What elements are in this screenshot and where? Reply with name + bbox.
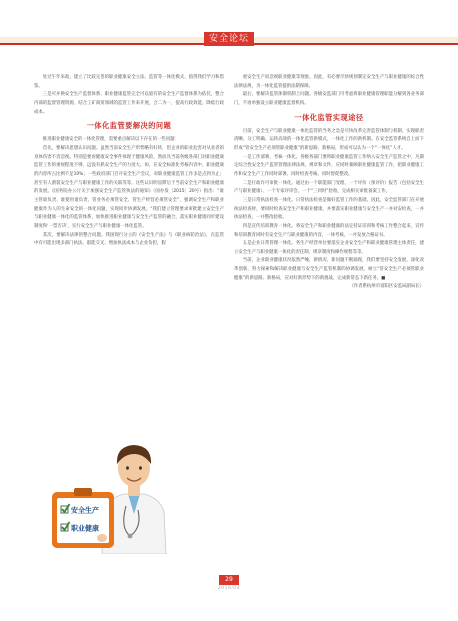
page-number: 29	[219, 575, 239, 585]
doctor-checklist-illustration	[40, 432, 210, 554]
right-paragraphs-2	[234, 128, 424, 284]
body-paragraph: 当前，企业职业健康状况依然严峻，新情况、新问题不断涌现，我们要坚持安全发展，深化改革创新，努力探索和解决职业健康与安全生产监管机制的协调发展，树立“管安全生产必须管职业健康”的新思路、新格局，应对好新形势下的新挑战，完成新常态下新任务。■	[234, 258, 424, 281]
body-paragraph: 最后，要解决监管体制机制上问题。各级安监部门可考虑将职业健康管理职能分解到各业务部门，不再单独设立职业健康监督机构。	[234, 92, 424, 106]
left-paragraphs-1	[34, 74, 224, 117]
body-paragraph: 首先，要解决思想认识问题。虽然当前安全生产形势略有好转，但企业的职业危害对从业者的身体伤害不容忽视。特别是要看健康安全事件体现于健康风险，然而具当前各级各部门对职业健康监管工作的重视程度不够，远没有抓安全生产的力度大。如，在安全标准化考核内容中，职业健康的内容所占比例不足10%；一些政府部门召开安全生产会议，对职业健康监管工作多是点到为止；甚至有人割裂安全生产与职业健康工作的关联等等。这些认识明显滞后于当前安全生产和职业健康的发展。《国务院办公厅关于加强安全生产监管执法的通知》（国办发〔2015〕20号）指出：“谁主管谁负责、谁使用谁负责、管业务必须管安全、管生产经营必须管安全”，强调安全生产和职业健康作为人的生命安全的一体化问题，实现同步协调发展。“我们建立管理要求审批建立安全生产与职业健康一体化的监管体系，加快推进职业健康与安全生产监管的融合，落实职业健康同步建设制度和‘一票否决’，实行安全生产与职业健康一体化监管。	[34, 145, 224, 229]
body-paragraph: 四是宣传培训教育一体化。将安全生产和职业健康的法定持证培训和考核工作整合起来，宣传和培训教育同时有安全生产与职业健康的内容，一体考核，一并发放合格证书。	[234, 223, 424, 238]
left-column	[34, 74, 224, 249]
left-paragraphs-2	[34, 136, 224, 249]
right-paragraphs-1	[234, 74, 424, 109]
body-paragraph: 目前，安全生产与职业健康一体化监管的当务之急是尽快改革完善监管体制与机制，实现职责清晰、分工明确、运转高效的一体化监管新模式，一体化工作的新机制。在安全监管系统自上而下形成“管安全生产必须管职业健康”的新思路、新格局，形成可以认为一个“一体化”人才。	[234, 128, 424, 151]
checklist-item-safety: 安全生产	[71, 506, 99, 515]
body-paragraph: 其次，要解决法律的整合问题。我国现行分立的《安全生产法》与《职业病防治法》，在监管中有可能出现多部门执法、职能交叉、增加执法成本与企业负担，假	[34, 232, 224, 247]
body-paragraph: 三是可并换安全生产监督体系、职业健康监管完全可以庭有的安全生产监督体系为依托，整合内部的监督管理资源，结合工矿商贸领域的监管工作来开展，合二为一，提高行政效能，降低行政成本。	[34, 92, 224, 115]
body-paragraph: 五是企业日常管理一体化。各生产经营单位要落实企业安全生产和职业健康管理主体责任，建立安全生产与职业健康一体化的责任制、规章制度和操作规程等等。	[234, 241, 424, 255]
right-column	[234, 74, 424, 292]
doctor-hand	[97, 534, 107, 542]
section-heading-issues: 一体化监管要解决的问题	[86, 121, 172, 131]
body-paragraph: 处过午年来政，建立了比较完善的职业健康安全立法、监管等一体化模式，值得我们学习和借鉴。	[34, 75, 224, 89]
author-signature: （作者系杭州市富阳区安监局副局长）	[349, 284, 424, 290]
issue-date: 2016/04	[217, 586, 241, 591]
body-paragraph: 三是日常执法检查一体化。日常执法检查是做好监管工作的基础，因此，安全监管部门在开展执法检查时，要同时检查安全生产和职业健康，并要落实职业健康与安全生产一并对安检查，一并执法检查，一并整改验收。	[234, 197, 424, 221]
body-paragraph: 推进职业健康安全的一体化管理，需要重点解决以下存在的一些问题：	[42, 137, 179, 143]
section-heading-approaches: 一体化监管实现途径	[294, 112, 364, 122]
section-tab: 安全论坛	[204, 32, 254, 46]
body-paragraph: 重安全生产而忽视职业健康等现象。因此，有必要尽快规划制定安全生产与职业健康的综合性法律法规，为一体化监管提供法制保障。	[234, 75, 424, 89]
body-paragraph: 一是工作部署、考核一体化。各级各部门要将职业健康监管工作纳入安全生产监管之中，凡制定综合性安全生产监管管理法律法规、规章和文件，应同时兼顾职业健康监管工作，把职业健康工作和安全生产工作同时部署、同时检查考核、同时督促整改。	[234, 154, 424, 177]
body-paragraph: 二是行政许可审批一体化。通过由一个职能部门受理、一个评价（预评价）报告（包括安全生产与职业健康）、一个专家评审会，一个“三同时”验收，完成相关审批备案工作。	[234, 180, 424, 195]
checklist-item-health: 职业健康	[71, 524, 99, 533]
